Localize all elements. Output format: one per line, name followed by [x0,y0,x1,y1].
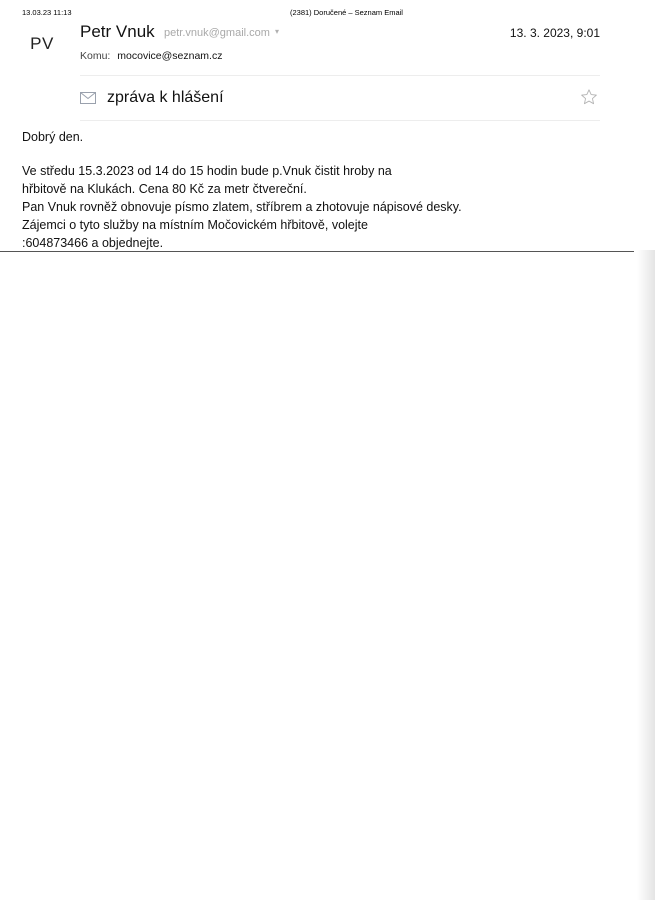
recipient-row [80,50,222,62]
divider [80,75,600,76]
scan-shadow [637,250,655,900]
page-rule [0,251,634,252]
message-date: 13. 3. 2023, 9:01 [509,26,600,40]
body-line: :604873466 a objednejte. [22,236,164,250]
body-line: hřbitově na Klukách. Cena 80 Kč za metr čtvereční. [22,182,307,196]
envelope-icon [80,92,96,104]
print-header [0,8,640,20]
body-greeting: Dobrý den. [22,130,84,144]
subject-row [80,86,600,114]
avatar: PV [30,34,54,53]
chevron-down-icon[interactable]: ▾ [275,27,280,36]
sender-name[interactable]: Petr Vnuk [80,22,155,41]
recipient-label: Komu: [80,50,111,62]
body-line: Zájemci o tyto služby na místním Močovickém hřbitově, volejte [22,218,368,232]
message-subject: zpráva k hlášení [107,89,224,106]
print-window-title: (2381) Doručené – Seznam Email [290,8,403,17]
sender-email[interactable]: petr.vnuk@gmail.com [164,27,270,39]
print-timestamp: 13.03.23 11:13 [22,8,72,17]
recipient-address[interactable]: mocovice@seznam.cz [117,50,223,62]
message-body [22,128,582,252]
star-icon[interactable] [580,88,598,106]
body-line: Pan Vnuk rovněž obnovuje písmo zlatem, stříbrem a zhotovuje nápisové desky. [22,200,462,214]
body-line: Ve středu 15.3.2023 od 14 do 15 hodin bude p.Vnuk čistit hroby na [22,164,392,178]
divider [80,120,600,121]
